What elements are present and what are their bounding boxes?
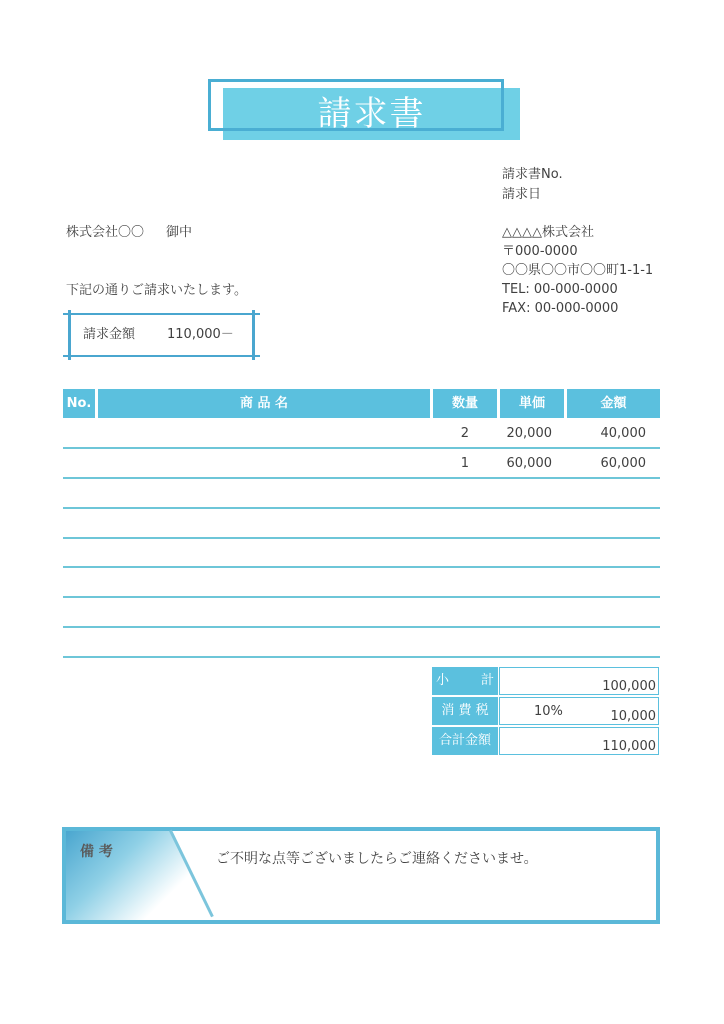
col-header-amount: 金額 bbox=[567, 389, 660, 418]
invoice-number-label: 請求書No. bbox=[502, 167, 563, 182]
document-title: 請求書 bbox=[317, 94, 426, 134]
tax-cell bbox=[499, 697, 659, 725]
col-header-unit-price: 単価 bbox=[500, 389, 564, 418]
notes-box bbox=[62, 827, 660, 924]
row-amount: 40,000 bbox=[600, 426, 646, 441]
row-divider bbox=[63, 596, 660, 598]
tax-rate: 10% bbox=[534, 704, 563, 719]
row-divider bbox=[63, 566, 660, 568]
billing-amount-box bbox=[63, 313, 260, 357]
total-value: 110,000 bbox=[602, 739, 656, 754]
subtotal-label-part1: 小 bbox=[436, 673, 450, 688]
row-divider bbox=[63, 447, 660, 449]
subtotal-cell bbox=[499, 667, 659, 695]
issuer-company: △△△△株式会社 bbox=[502, 225, 594, 240]
row-divider bbox=[63, 477, 660, 479]
billing-amount-value: 110,000－ bbox=[167, 327, 234, 342]
col-header-no: No. bbox=[63, 389, 95, 418]
billing-amount-label: 請求金額 bbox=[83, 327, 136, 342]
subtotal-label bbox=[432, 667, 498, 695]
row-unit-price: 60,000 bbox=[506, 456, 552, 471]
row-divider bbox=[63, 656, 660, 658]
notes-text: ご不明な点等ございましたらご連絡くださいませ。 bbox=[216, 851, 538, 867]
box-line-bottom bbox=[63, 355, 260, 357]
tax-value: 10,000 bbox=[610, 709, 656, 724]
row-quantity: 2 bbox=[460, 426, 469, 441]
tax-label: 消 費 税 bbox=[432, 697, 498, 725]
box-line-right bbox=[252, 310, 255, 360]
row-quantity: 1 bbox=[460, 456, 469, 471]
col-header-quantity: 数量 bbox=[433, 389, 497, 418]
total-cell bbox=[499, 727, 659, 755]
recipient-company: 株式会社〇〇 bbox=[66, 225, 145, 240]
invoice-date-label: 請求日 bbox=[502, 187, 542, 202]
subtotal-label-part2: 計 bbox=[480, 673, 494, 688]
issuer-address: 〇〇県〇〇市〇〇町1-1-1 bbox=[502, 263, 654, 278]
notes-label: 備 考 bbox=[80, 844, 113, 860]
col-header-item-name: 商 品 名 bbox=[98, 389, 430, 418]
box-line-left bbox=[68, 310, 71, 360]
row-divider bbox=[63, 626, 660, 628]
row-divider bbox=[63, 507, 660, 509]
subtotal-value: 100,000 bbox=[602, 679, 656, 694]
box-line-top bbox=[63, 313, 260, 315]
recipient-honorific: 御中 bbox=[166, 225, 193, 240]
row-amount: 60,000 bbox=[600, 456, 646, 471]
issuer-tel: TEL: 00-000-0000 bbox=[502, 282, 618, 297]
total-label: 合計金額 bbox=[432, 727, 498, 755]
issuer-postal: 〒000-0000 bbox=[502, 244, 578, 259]
row-unit-price: 20,000 bbox=[506, 426, 552, 441]
issuer-fax: FAX: 00-000-0000 bbox=[502, 301, 619, 316]
row-divider bbox=[63, 537, 660, 539]
billing-message: 下記の通りご請求いたします。 bbox=[66, 283, 247, 298]
items-table-header bbox=[63, 389, 660, 418]
